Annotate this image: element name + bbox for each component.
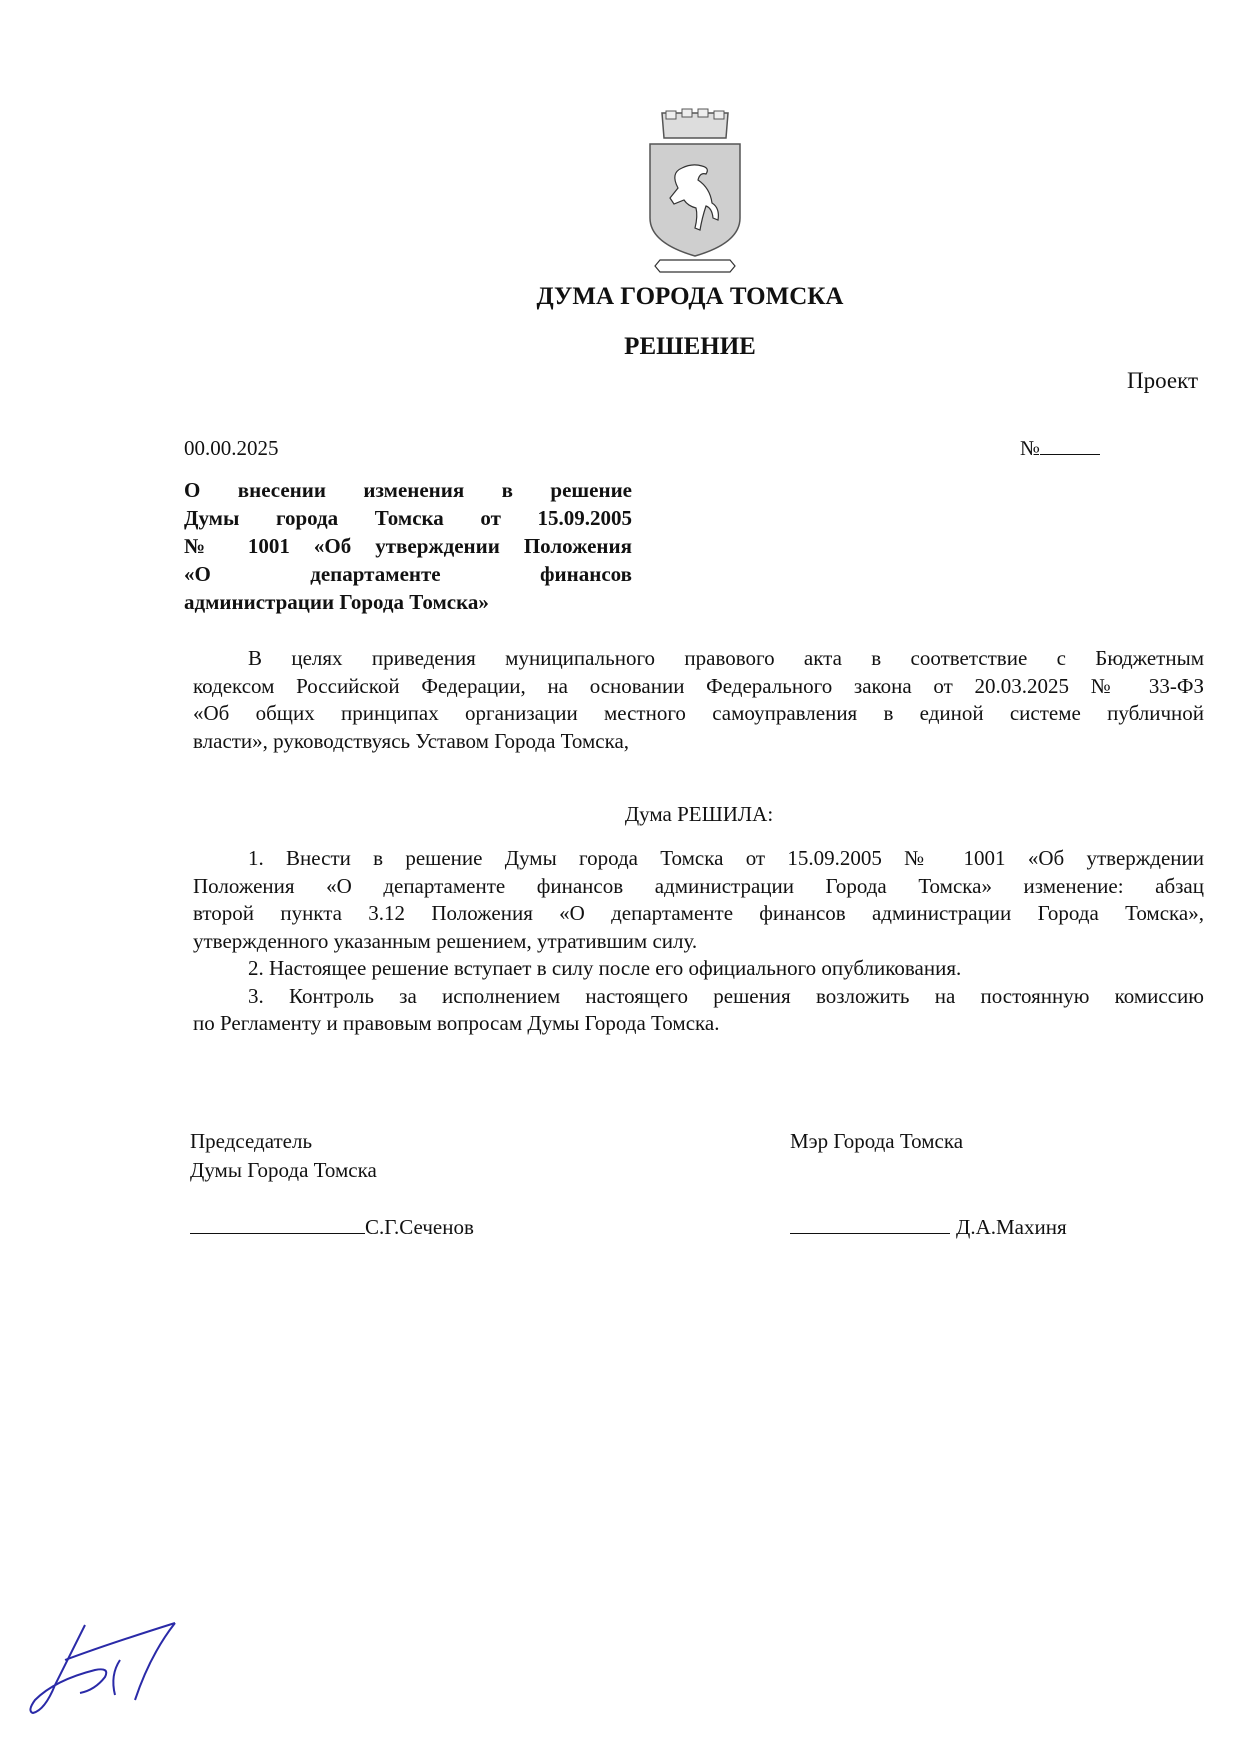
item-1-line: второй пункта 3.12 Положения «О департаменте финансов администрации Города Томска»,: [193, 901, 1204, 925]
item-2-line: 2. Настоящее решение вступает в силу после его официального опубликования.: [248, 956, 962, 980]
document-title: [184, 476, 632, 616]
resolution-items: [193, 845, 1204, 1038]
signature-line: [190, 1213, 365, 1234]
mayor-signature-block: [790, 1127, 963, 1156]
title-line: администрации Города Томска»: [184, 590, 489, 614]
draft-status: Проект: [1126, 368, 1198, 393]
chairman-signature-block: [190, 1127, 377, 1185]
mayor-name: Д.А.Махиня: [956, 1215, 1067, 1239]
item-1-line: утвержденного указанным решением, утратившим силу.: [193, 928, 698, 953]
mayor-title: Мэр Города Томска: [790, 1129, 964, 1153]
handwritten-initials: [25, 1615, 180, 1720]
number-blank: [1040, 436, 1100, 455]
chairman-name: С.Г.Сеченов: [365, 1215, 474, 1239]
preamble-line: власти», руководствуясь Уставом Города Томска,: [193, 728, 630, 753]
item-3-line: 3. Контроль за исполнением настоящего решения возложить на постоянную комиссию: [248, 983, 1204, 1008]
preamble-line: кодексом Российской Федерации, на основании Федерального закона от 20.03.2025 № 33-ФЗ: [193, 673, 1204, 698]
title-line: «О департаменте финансов: [184, 562, 632, 586]
document-number: [1020, 436, 1100, 461]
document-type: РЕШЕНИЕ: [624, 333, 756, 360]
signature-line: [790, 1213, 950, 1234]
document-date: 00.00.2025: [184, 436, 279, 460]
title-line: № 1001 «Об утверждении Положения: [184, 534, 632, 558]
preamble: [193, 645, 1204, 755]
chairman-title-2: Думы Города Томска: [190, 1158, 377, 1182]
organization-name: ДУМА ГОРОДА ТОМСКА: [536, 283, 844, 310]
mayor-signature: [790, 1213, 1067, 1240]
item-1-line: Положения «О департаменте финансов администрации Города Томска» изменение: абзац: [193, 873, 1204, 898]
item-3-line: по Регламенту и правовым вопросам Думы Города Томска.: [193, 1011, 720, 1035]
resolved-heading: Дума РЕШИЛА:: [624, 802, 774, 826]
preamble-line: В целях приведения муниципального правового акта в соответствие с Бюджетным: [248, 646, 1204, 670]
preamble-line: «Об общих принципах организации местного самоуправления в единой системе публичной: [193, 701, 1204, 725]
number-label: №: [1020, 436, 1041, 460]
title-line: Думы города Томска от 15.09.2005: [184, 506, 632, 530]
item-1-line: 1. Внести в решение Думы города Томска от 15.09.2005 № 1001 «Об утверждении: [248, 846, 1204, 870]
chairman-title: Председатель: [190, 1129, 313, 1153]
city-coat-of-arms-emblem: [640, 108, 750, 278]
title-line: О внесении изменения в решение: [184, 478, 632, 502]
chairman-signature: [190, 1213, 474, 1240]
